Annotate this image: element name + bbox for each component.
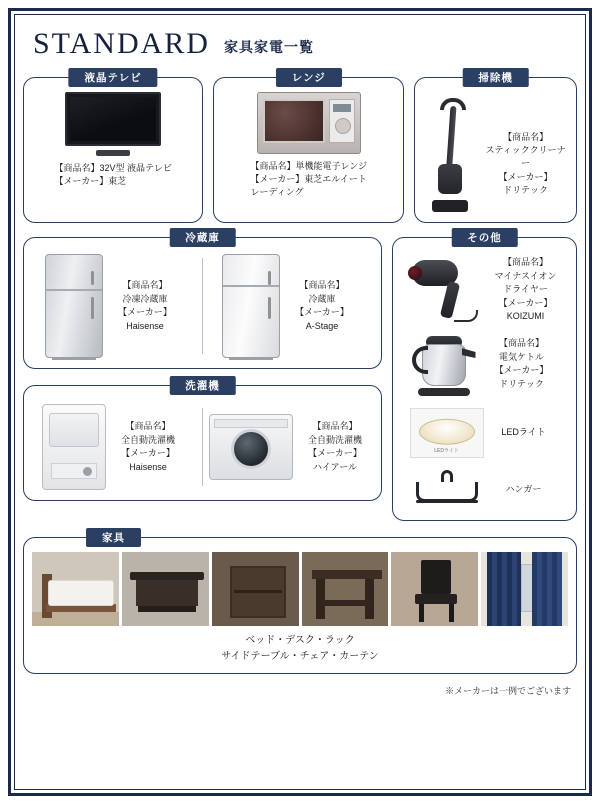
washer-divider xyxy=(202,408,203,486)
washer-2-meta xyxy=(297,420,373,474)
product-led-light xyxy=(399,408,570,458)
furniture-photo-bed xyxy=(32,552,119,626)
furniture-caption-line1: ベッド・デスク・ラック xyxy=(245,635,355,646)
page-subtitle: 家具家電一覧 xyxy=(223,41,314,56)
fridge-1-name-label: 【商品名】 xyxy=(122,280,168,290)
microwave-caption-line2: 【メーカー】東芝エルイート xyxy=(250,174,367,185)
product-hanger xyxy=(399,468,570,512)
washer-2-maker: ハイアール xyxy=(312,461,358,472)
product-microwave xyxy=(214,78,403,207)
washer-2-name-label: 【商品名】 xyxy=(312,421,358,431)
fridge-1-maker-label: 【メーカー】 xyxy=(118,307,172,317)
fridge-2-meta xyxy=(284,279,360,333)
kettle-maker: ドリテック xyxy=(499,378,544,389)
furniture-strip xyxy=(32,552,568,626)
led-ceiling-light-icon xyxy=(410,408,484,458)
fridge-2-maker-label: 【メーカー】 xyxy=(295,307,349,317)
section-label-tv: 液晶テレビ xyxy=(69,68,158,87)
section-other xyxy=(392,232,577,521)
led-thumb-text: LEDライト xyxy=(434,448,459,454)
dryer-thumbnail xyxy=(408,254,486,326)
furniture-caption-line2: サイドテーブル・チェア・カーテン xyxy=(221,651,379,662)
other-items xyxy=(393,238,576,520)
product-dryer xyxy=(399,254,570,326)
fridge-2-name: 冷蔵庫 xyxy=(308,293,336,304)
washer-1-maker: Haisense xyxy=(129,461,167,472)
brand-title: STANDARD xyxy=(33,27,210,60)
furniture-photo-desk xyxy=(122,552,209,626)
section-label-furniture: 家具 xyxy=(86,528,141,547)
kettle-name-label: 【商品名】 xyxy=(498,338,544,348)
led-thumbnail xyxy=(410,408,484,458)
hanger-meta: ハンガー xyxy=(505,484,542,495)
washer-2-name: 全自動洗濯機 xyxy=(307,434,362,445)
washer-1-maker-label: 【メーカー】 xyxy=(121,448,175,458)
washer-items xyxy=(24,386,381,500)
vacuum-caption-line1: 【商品名】 xyxy=(503,132,549,143)
vacuum-thumbnail xyxy=(424,96,478,214)
microwave-caption-line1: 【商品名】単機能電子レンジ xyxy=(250,161,368,171)
furniture-photo-rack xyxy=(212,552,299,626)
led-meta: LEDライト xyxy=(501,427,546,438)
section-label-fridge: 冷蔵庫 xyxy=(169,228,236,247)
row-fridge-other xyxy=(23,232,577,521)
fridge-divider xyxy=(202,258,203,354)
product-tv xyxy=(24,78,202,196)
microwave-thumbnail xyxy=(257,92,361,154)
kettle-maker-label: 【メーカー】 xyxy=(494,365,549,375)
product-washer-2 xyxy=(205,404,377,490)
outer-frame xyxy=(8,8,592,796)
tv-caption xyxy=(54,162,171,188)
television-icon xyxy=(65,92,161,156)
dryer-name-label: 【商品名】 xyxy=(502,257,548,268)
fridge-2-thumbnail xyxy=(222,254,280,358)
product-vacuum xyxy=(415,78,576,222)
dryer-name-line2: ドライヤー xyxy=(503,284,548,295)
row-appliances-top xyxy=(23,72,577,223)
washer-1-name-label: 【商品名】 xyxy=(125,421,171,431)
microwave-oven-icon xyxy=(257,92,361,154)
section-microwave xyxy=(213,72,404,223)
section-fridge xyxy=(23,232,382,369)
microwave-caption-line3: レーディング xyxy=(250,187,304,198)
clothes-hanger-icon xyxy=(410,468,484,512)
product-washer-1 xyxy=(28,404,200,490)
fridge-2-maker: A-Stage xyxy=(305,320,339,331)
section-label-vacuum: 掃除機 xyxy=(462,68,529,87)
furniture-caption xyxy=(32,633,568,665)
page-header xyxy=(23,21,577,63)
section-label-microwave: レンジ xyxy=(276,68,342,87)
vacuum-caption xyxy=(484,131,568,196)
footnote: ※メーカーは一例でございます xyxy=(445,686,571,696)
furniture-gallery xyxy=(24,538,576,673)
washer-2-maker-label: 【メーカー】 xyxy=(308,448,362,458)
tv-caption-line1: 【商品名】32V型 液晶テレビ xyxy=(54,163,172,173)
kettle-thumbnail xyxy=(412,330,482,398)
dryer-meta xyxy=(490,256,562,324)
fridge-items xyxy=(24,238,381,368)
tv-caption-line2: 【メーカー】東芝 xyxy=(54,176,127,187)
fridge-2-name-label: 【商品名】 xyxy=(299,280,345,290)
vacuum-caption-line2: スティッククリーナー xyxy=(485,145,566,169)
section-label-washer: 洗濯機 xyxy=(169,376,236,395)
vacuum-caption-line4: ドリテック xyxy=(503,184,548,195)
hanger-thumbnail xyxy=(410,468,484,512)
washer-2-thumbnail xyxy=(209,414,293,480)
section-tv xyxy=(23,72,203,223)
dryer-maker: KOIZUMI xyxy=(506,311,545,322)
washer-1-name: 全自動洗濯機 xyxy=(120,434,175,445)
furniture-photo-side-table xyxy=(302,552,389,626)
dryer-maker-label: 【メーカー】 xyxy=(498,297,553,308)
furniture-photo-curtain xyxy=(481,552,568,626)
stick-vacuum-icon xyxy=(424,96,478,214)
washer-1-meta xyxy=(110,420,186,474)
kettle-meta xyxy=(486,337,558,391)
refrigerator-icon xyxy=(222,254,280,358)
electric-kettle-icon xyxy=(412,330,482,398)
kettle-name-line1: 電気ケトル xyxy=(498,351,544,362)
fridge-1-thumbnail xyxy=(45,254,103,358)
section-vacuum xyxy=(414,72,577,223)
product-fridge-2 xyxy=(205,254,377,358)
product-kettle xyxy=(399,330,570,398)
product-fridge-1 xyxy=(28,254,200,358)
section-washer xyxy=(23,380,382,501)
front-load-washer-icon xyxy=(209,414,293,480)
refrigerator-icon xyxy=(45,254,103,358)
furniture-photo-chair xyxy=(391,552,478,626)
fridge-1-meta xyxy=(107,279,183,333)
fridge-1-maker: Haisense xyxy=(126,320,164,331)
washer-1-thumbnail xyxy=(42,404,106,490)
fridge-1-name: 冷凍冷蔵庫 xyxy=(122,293,168,304)
section-furniture xyxy=(23,532,577,674)
top-load-washer-icon xyxy=(42,404,106,490)
vacuum-caption-line3: 【メーカー】 xyxy=(498,171,553,182)
tv-thumbnail xyxy=(65,92,161,156)
section-label-other: その他 xyxy=(451,228,518,247)
hair-dryer-icon xyxy=(408,254,486,326)
dryer-name-line1: マイナスイオン xyxy=(494,270,557,281)
microwave-caption xyxy=(250,160,367,199)
